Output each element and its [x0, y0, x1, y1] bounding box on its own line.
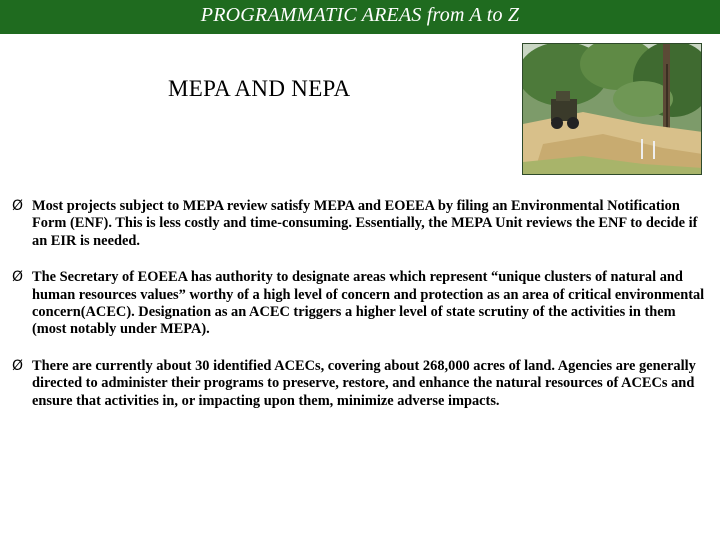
slide-subtitle: MEPA AND NEPA: [168, 76, 351, 101]
bullet-list: [12, 198, 712, 410]
arrow-bullet-icon: Ø: [12, 198, 24, 214]
arrow-bullet-icon: Ø: [12, 357, 24, 374]
landscape-photo: [522, 43, 702, 175]
arrow-bullet-icon: Ø: [12, 269, 24, 286]
header-bar: [0, 0, 720, 34]
bullet-text: The Secretary of EOEEA has authority to designate areas which represent “unique clusters of natural and human resources values” worthy of a high level of concern and protection as an area of critical environmental concern(ACEC). Designation as an ACEC triggers a higher level of state scrutiny of the activities in them (most notably under MEPA).: [32, 269, 705, 338]
bullet-item: [12, 269, 712, 339]
bullet-text: There are currently about 30 identified ACECs, covering about 268,000 acres of land. Agencies are generally directed to administer their programs to preserve, restore, and enhance the natural resources of ACECs and ensure that activities in, or impacting upon them, minimize adverse impacts.: [32, 357, 696, 409]
landscape-photo-icon: [523, 44, 702, 175]
bullet-text: Most projects subject to MEPA review satisfy MEPA and EOEEA by filing an Environmental Notification Form (ENF). This is less costly and time-consuming. Essentially, the MEPA Unit reviews the ENF to decide if an EIR is needed.: [32, 198, 698, 249]
page-title: PROGRAMMATIC AREAS from A to Z: [200, 4, 520, 26]
bullet-item: [12, 198, 712, 250]
bullet-item: [12, 358, 712, 410]
